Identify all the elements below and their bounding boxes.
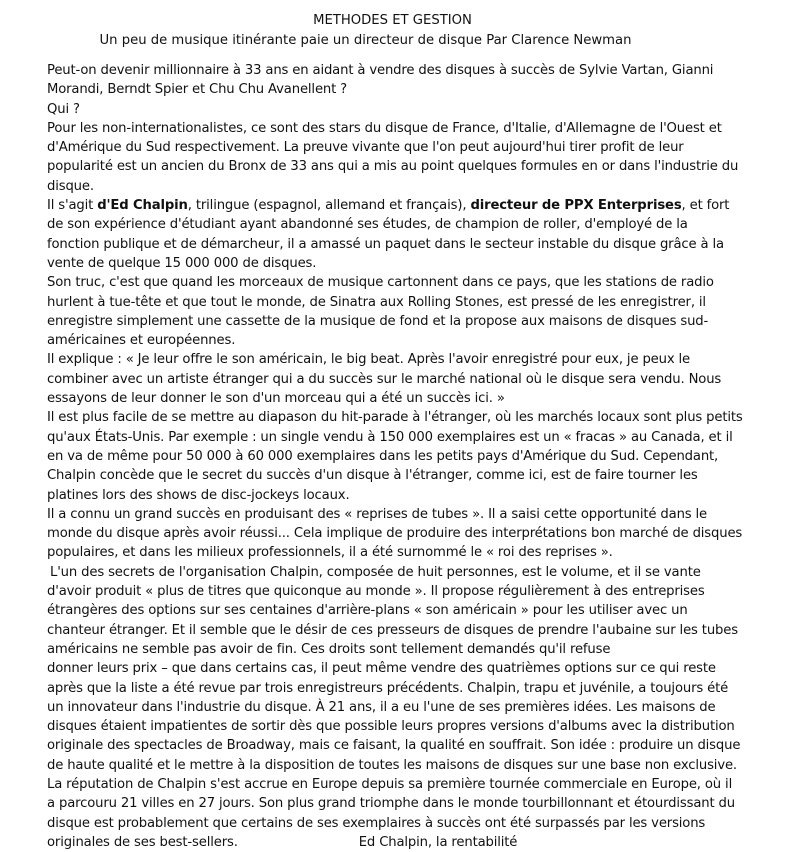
text-run: donner leurs prix – que dans certains cas, il peut même vendre des quatrièmes options sur ce qui reste après que la liste a été revue par trois enregistreurs précédents. Chalpin, trapu et juvénile, a toujours été un innovateur dans l'industrie du disque. À 21 ans, il a eu l'une de ses premières idées. Les maisons de disques étaient impatientes de sortir dès que possible leurs propres versions d'albums avec la distribution originale des spectacles de Broadway, mais ce faisant, la qualité en souffrait. Son idée : produire un disque de haute qualité et le mettre à la disposition de toutes les maisons de disques sur une base non exclusive. La réputation de Chalpin s'est accrue en Europe depuis sa première tournée commerciale en Europe, où il a parcouru 21 villes en 27 jours. Son plus grand triomphe dans le monde tourbillonnant et étourdissant du disque est probablement que certains de ses exemplaires à succès ont été surpassés par les versions originales de ses best-sellers. (47, 661, 741, 850)
text-run: Il s'agit (47, 198, 98, 214)
section-title: METHODES ET GESTION (313, 13, 472, 28)
paragraph-who: Qui ? (47, 101, 80, 117)
paragraph-intro-question: Peut-on devenir millionnaire à 33 ans en aidant à vendre des disques à succès de Sylvie Vartan, Gianni Morandi, Berndt Spier et Chu Chu Avanellent ? (47, 63, 714, 98)
paragraph-quote: Il explique : « Je leur offre le son américain, le big beat. Après l'avoir enregistré pour eux, je peux le combiner avec un artiste étranger qui a du succès sur le marché national où le disque sera vendu. Nous essayons de leur donner le son d'un morceau qui a été un succès ici. » (47, 352, 722, 407)
text-run: , et fort de son expérience d'étudiant ayant abandonné ses études, de champion de roller, d'employé de la fonction publique et de démarcheur, il a amassé un paquet dans le secteur instable du disque grâce à la vente de quelque 15 000 000 de disques. (47, 198, 730, 271)
text-run: , trilingue (espagnol, allemand et français), (187, 198, 471, 214)
article-subtitle: Un peu de musique itinérante paie un directeur de disque Par Clarence Newman (99, 33, 632, 48)
paragraph-cover-hits: Il a connu un grand succès en produisant des « reprises de tubes ». Il a saisi cette opportunité dans le monde du disque après avoir réussi... Cela implique de produire des interprétations bon marché de disques populaires, et dans les milieux professionnels, il a été surnommé le « roi des reprises ». (47, 506, 743, 561)
signoff: Ed Chalpin, la rentabilité (358, 834, 518, 850)
paragraph-career (47, 659, 744, 852)
paragraph-stars: Pour les non-internationalistes, ce sont des stars du disque de France, d'Italie, d'Allemagne de l'Ouest et d'Amérique du Sud respectivement. La preuve vivante que l'on peut aujourd'hui tirer profit de leur popularité est un ancien du Bronx de 33 ans qui a mis au point quelques formules en or dans l'industrie du disque. (47, 120, 739, 194)
paragraph-organisation: L'un des secrets de l'organisation Chalpin, composée de huit personnes, est le volume, et il se vante d'avoir produit « plus de titres que quiconque au monde ». Il propose régulièrement à des entreprises étrangères des options sur ses centaines d'arrière-plans « son américain » pour les utiliser avec un chanteur étranger. Et il semble que le désir de ces presseurs de disques de prendre l'aubaine sur les tubes américains ne semble pas avoir de fin. Ces droits sont tellement demandés qu'il refuse (47, 564, 738, 657)
bold-name: d'Ed Chalpin (97, 198, 188, 214)
bold-title: directeur de PPX Enterprises (470, 198, 682, 214)
paragraph-ed-chalpin (47, 196, 744, 273)
paragraph-technique: Son truc, c'est que quand les morceaux de musique cartonnent dans ce pays, que les stations de radio hurlent à tue-tête et que tout le monde, de Sinatra aux Rolling Stones, est pressé de les enregistrer, il enregistre simplement une cassette de la musique de fond et la propose aux maisons de disques sud-américaines et européennes. (47, 275, 714, 349)
paragraph-foreign-markets: Il est plus facile de se mettre au diapason du hit-parade à l'étranger, où les marchés locaux sont plus petits qu'aux États-Unis. Par exemple : un single vendu à 150 000 exemplaires est un « fracas » au Canada, et il en va de même pour 50 000 à 60 000 exemplaires dans les petits pays d'Amérique du Sud. Cependant, Chalpin concède que le secret du succès d'un disque à l'étranger, comme ici, est de faire tourner les platines lors des shows de disc-jockeys locaux. (47, 410, 743, 503)
article-body (47, 61, 744, 852)
